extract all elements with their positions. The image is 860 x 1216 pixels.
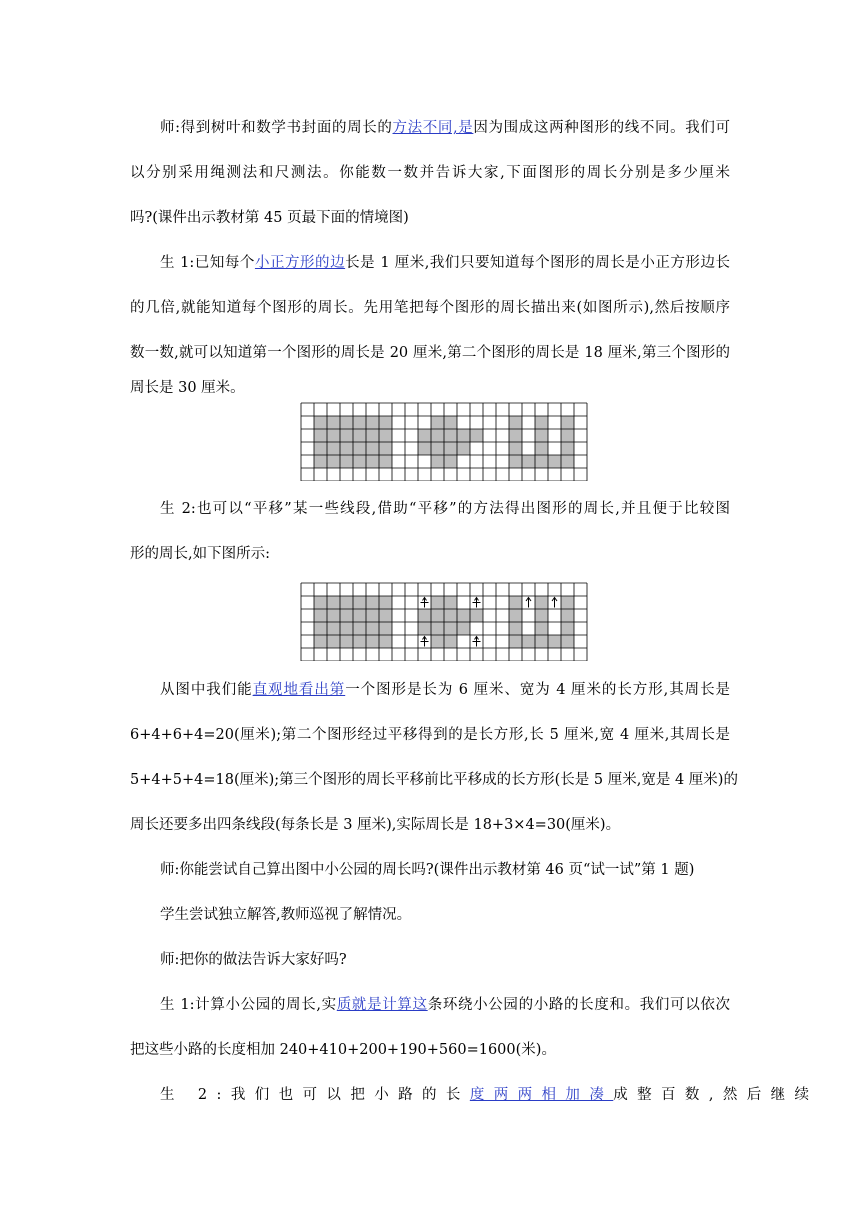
paragraph-2-line-4: 周长是 30 厘米。	[130, 380, 245, 396]
shape-rectangle	[314, 622, 327, 635]
shape-rectangle	[379, 455, 392, 468]
shape-cross	[444, 622, 457, 635]
paragraph-4-line-3: 5+4+5+4=18(厘米);第三个图形的周长平移前比平移成的长方形(长是 5 厘米,宽是 4 厘米)的	[130, 772, 738, 788]
shape-rectangle	[314, 442, 327, 455]
shape-rectangle	[366, 455, 379, 468]
hyperlink[interactable]: 方法不同,是	[392, 120, 474, 136]
shape-comb	[535, 622, 548, 635]
shape-comb	[561, 442, 574, 455]
shape-rectangle	[327, 609, 340, 622]
shape-comb	[548, 635, 561, 648]
translation-arrow-icon	[526, 598, 531, 608]
paragraph-4-line-4: 周长还要多出四条线段(每条长是 3 厘米),实际周长是 18+3×4=30(厘米)。	[130, 817, 621, 833]
shape-rectangle	[366, 429, 379, 442]
shape-rectangle	[340, 455, 353, 468]
shape-rectangle	[353, 429, 366, 442]
shape-cross	[444, 635, 457, 648]
paragraph-2-line-1: 生 1:已知每个小正方形的边长是 1 厘米,我们只要知道每个图形的周长是小正方形边长	[160, 255, 730, 271]
shape-comb	[509, 609, 522, 622]
shape-cross	[444, 416, 457, 429]
shape-comb	[509, 596, 522, 609]
hyperlink[interactable]: 小正方形的边	[254, 255, 346, 271]
shape-rectangle	[379, 622, 392, 635]
shape-cross	[418, 622, 431, 635]
paragraph-2-line-3: 数一数,就可以知道第一个图形的周长是 20 厘米,第二个图形的周长是 18 厘米,第三个图形的	[130, 345, 730, 361]
shape-comb	[522, 635, 535, 648]
shape-rectangle	[379, 609, 392, 622]
translation-arrow-icon	[473, 598, 481, 608]
shape-rectangle	[379, 416, 392, 429]
paragraph-2-line-2: 的几倍,就能知道每个图形的周长。先用笔把每个图形的周长描出来(如图所示),然后按顺序	[130, 300, 730, 316]
shape-comb	[535, 596, 548, 609]
shape-cross	[431, 596, 444, 609]
shape-rectangle	[366, 622, 379, 635]
shape-comb	[535, 635, 548, 648]
shape-comb	[535, 429, 548, 442]
shape-comb	[535, 609, 548, 622]
shape-rectangle	[314, 455, 327, 468]
shape-rectangle	[379, 635, 392, 648]
shape-cross	[431, 609, 444, 622]
shape-rectangle	[366, 442, 379, 455]
shape-cross	[444, 596, 457, 609]
shape-cross	[444, 429, 457, 442]
shape-cross	[457, 622, 470, 635]
shape-rectangle	[353, 455, 366, 468]
shape-comb	[548, 455, 561, 468]
shape-rectangle	[353, 622, 366, 635]
shape-comb	[509, 455, 522, 468]
shape-rectangle	[340, 442, 353, 455]
shape-cross	[431, 429, 444, 442]
shape-comb	[535, 442, 548, 455]
shape-cross	[418, 609, 431, 622]
shape-comb	[522, 455, 535, 468]
shape-rectangle	[314, 429, 327, 442]
shape-rectangle	[366, 596, 379, 609]
paragraph-8-line-1: 生 1:计算小公园的周长,实质就是计算这条环绕小公园的小路的长度和。我们可以依次	[160, 997, 731, 1013]
paragraph-6: 学生尝试独立解答,教师巡视了解情况。	[160, 907, 412, 923]
shape-rectangle	[353, 635, 366, 648]
shape-comb	[561, 596, 574, 609]
shape-rectangle	[327, 455, 340, 468]
translation-arrow-icon	[421, 637, 429, 647]
shape-rectangle	[314, 635, 327, 648]
paragraph-1-line-3: 吗?(课件出示教材第 45 页最下面的情境图)	[130, 210, 409, 226]
shape-comb	[509, 622, 522, 635]
shape-rectangle	[340, 635, 353, 648]
shape-cross	[431, 416, 444, 429]
shape-cross	[457, 429, 470, 442]
shape-rectangle	[340, 622, 353, 635]
grid-figure-perimeter	[300, 402, 590, 481]
shape-rectangle	[353, 609, 366, 622]
paragraph-8-line-2: 把这些小路的长度相加 240+410+200+190+560=1600(米)。	[130, 1042, 556, 1058]
paragraph-4-line-1: 从图中我们能直观地看出第一个图形是长为 6 厘米、宽为 4 厘米的长方形,其周长是	[160, 682, 731, 698]
shape-rectangle	[353, 596, 366, 609]
translation-arrow-icon	[473, 637, 481, 647]
shape-rectangle	[327, 622, 340, 635]
shape-rectangle	[327, 442, 340, 455]
shape-cross	[431, 622, 444, 635]
shape-rectangle	[353, 416, 366, 429]
shape-rectangle	[314, 596, 327, 609]
shape-rectangle	[314, 416, 327, 429]
paragraph-3-line-2: 形的周长,如下图所示:	[130, 546, 270, 562]
hyperlink[interactable]: 直观地看出第	[252, 682, 346, 698]
shape-rectangle	[327, 416, 340, 429]
shape-cross	[418, 429, 431, 442]
paragraph-7: 师:把你的做法告诉大家好吗?	[160, 952, 347, 968]
shape-rectangle	[327, 429, 340, 442]
shape-cross	[444, 442, 457, 455]
shape-cross	[431, 455, 444, 468]
shape-rectangle	[327, 635, 340, 648]
shape-comb	[561, 622, 574, 635]
shape-comb	[561, 416, 574, 429]
paragraph-1-line-2: 以分别采用绳测法和尺测法。你能数一数并告诉大家,下面图形的周长分别是多少厘米	[130, 165, 730, 181]
shape-rectangle	[327, 596, 340, 609]
shape-comb	[535, 416, 548, 429]
shape-comb	[509, 442, 522, 455]
shape-comb	[509, 416, 522, 429]
shape-rectangle	[353, 442, 366, 455]
paragraph-9-line-1: 生 2:我们也可以把小路的长度两两相加凑成整百数,然后继续	[160, 1087, 819, 1103]
shape-rectangle	[340, 416, 353, 429]
hyperlink[interactable]: 度两两相加凑	[469, 1087, 614, 1103]
shape-rectangle	[340, 429, 353, 442]
shape-cross	[431, 635, 444, 648]
translation-arrow-icon	[421, 598, 429, 608]
shape-comb	[561, 429, 574, 442]
paragraph-1-line-1: 师:得到树叶和数学书封面的周长的方法不同,是因为围成这两种图形的线不同。我们可	[160, 120, 731, 136]
shape-rectangle	[366, 609, 379, 622]
shape-comb	[509, 429, 522, 442]
shape-rectangle	[340, 596, 353, 609]
shape-cross	[444, 609, 457, 622]
shape-rectangle	[340, 609, 353, 622]
shape-cross	[418, 442, 431, 455]
shape-comb	[561, 455, 574, 468]
shape-cross	[431, 442, 444, 455]
shape-rectangle	[379, 596, 392, 609]
shape-rectangle	[366, 416, 379, 429]
shape-cross	[470, 429, 483, 442]
paragraph-3-line-1: 生 2:也可以“平移”某一些线段,借助“平移”的方法得出图形的周长,并且便于比较图	[160, 501, 730, 517]
shape-comb	[535, 455, 548, 468]
grid-figure-translation	[300, 582, 590, 661]
shape-comb	[561, 635, 574, 648]
shape-comb	[561, 609, 574, 622]
shape-rectangle	[314, 609, 327, 622]
hyperlink[interactable]: 质就是计算这	[336, 997, 428, 1013]
shape-rectangle	[366, 635, 379, 648]
shape-cross	[444, 455, 457, 468]
shape-rectangle	[379, 442, 392, 455]
shape-rectangle	[379, 429, 392, 442]
paragraph-5: 师:你能尝试自己算出图中小公园的周长吗?(课件出示教材第 46 页“试一试”第 1 题)	[160, 862, 695, 878]
shape-comb	[509, 635, 522, 648]
shape-cross	[457, 442, 470, 455]
translation-arrow-icon	[552, 598, 557, 608]
paragraph-4-line-2: 6+4+6+4=20(厘米);第二个图形经过平移得到的是长方形,长 5 厘米,宽 4 厘米,其周长是	[130, 727, 730, 743]
shape-cross	[457, 609, 470, 622]
shape-cross	[470, 609, 483, 622]
